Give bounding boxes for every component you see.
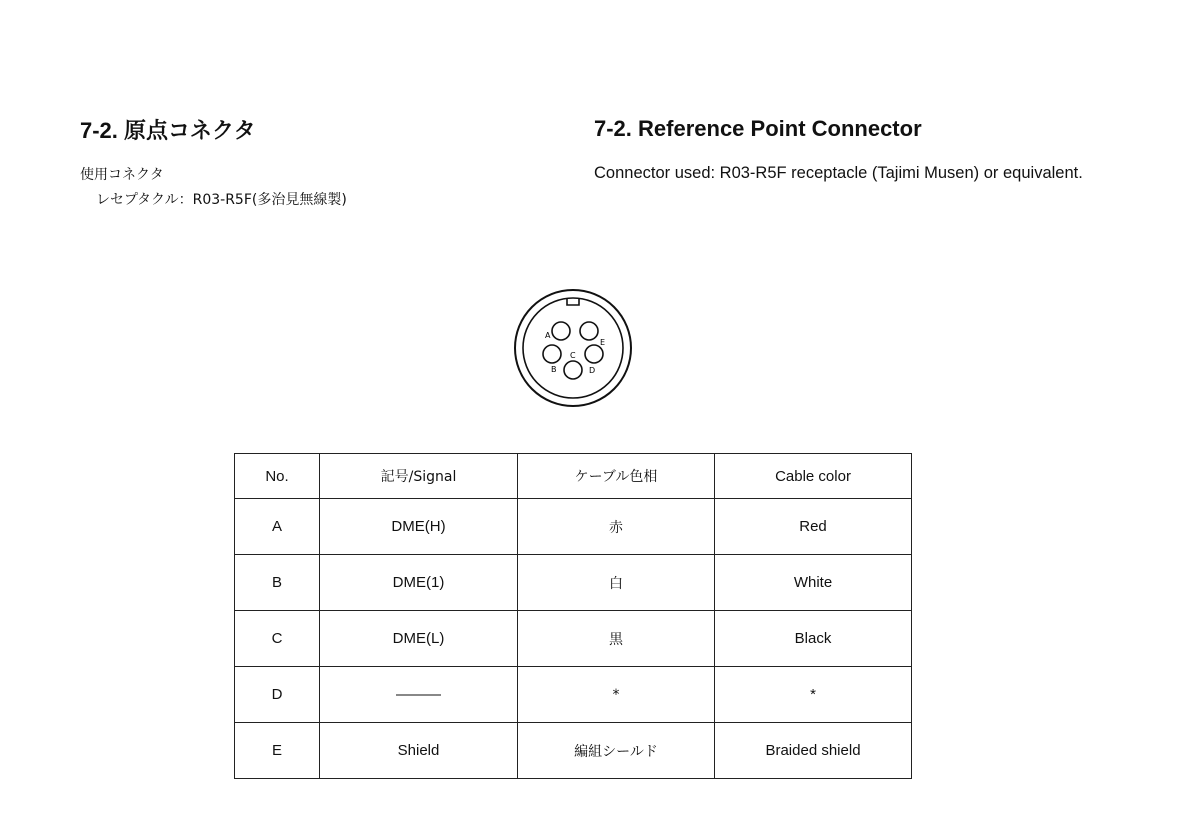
cell-color-japanese: 編組シールド [518,723,715,779]
table-row [235,611,912,667]
cell-no: D [235,667,320,723]
cell-color: Braided shield [715,723,912,779]
cell-signal: DME(L) [320,611,518,667]
pin-label-c: C [570,351,576,360]
cell-no: B [235,555,320,611]
header-cable-color: Cable color [715,454,912,499]
pin-a-hole [552,322,570,340]
table-row [235,499,912,555]
header-no: No. [235,454,320,499]
pin-label-b: B [551,365,557,374]
cell-signal: Shield [320,723,518,779]
cell-color-japanese: * [518,667,715,723]
pin-label-d: D [589,366,596,375]
table-row [235,667,912,723]
table-header-row [235,454,912,499]
pin-d-hole [585,345,603,363]
cell-color: * [715,667,912,723]
cell-signal: DME(1) [320,555,518,611]
pin-e-hole [580,322,598,340]
connector-description-english: Connector used: R03-R5F receptacle (Tajimi Musen) or equivalent. [594,164,1083,182]
pin-label-a: A [545,331,551,340]
header-signal: 記号/Signal [320,454,518,499]
connector-used-label-japanese: 使用コネクタ [80,167,164,183]
cell-signal: DME(H) [320,499,518,555]
cell-no: E [235,723,320,779]
cell-color-japanese: 黒 [518,611,715,667]
section-title-japanese: 7-2. 原点コネクタ [80,118,256,143]
pin-b-hole [543,345,561,363]
receptacle-spec-japanese: レセプタクル：R03-R5F(多治見無線製) [96,192,347,208]
pin-label-e: E [600,338,606,347]
cell-color: Black [715,611,912,667]
table-row [235,555,912,611]
cell-signal: ——— [320,667,518,723]
connector-key-notch [567,299,579,305]
connector-inner-ring [523,298,623,398]
cell-no: A [235,499,320,555]
cell-no: C [235,611,320,667]
cell-color-japanese: 赤 [518,499,715,555]
table-row [235,723,912,779]
cell-color-japanese: 白 [518,555,715,611]
pin-assignment-table [234,453,912,779]
connector-outer-ring [515,290,631,406]
cell-color: Red [715,499,912,555]
header-cable-color-japanese: ケーブル色相 [518,454,715,499]
cell-color: White [715,555,912,611]
section-title-english: 7-2. Reference Point Connector [594,116,922,141]
pin-c-hole [564,361,582,379]
connector-pin-diagram [512,287,634,409]
